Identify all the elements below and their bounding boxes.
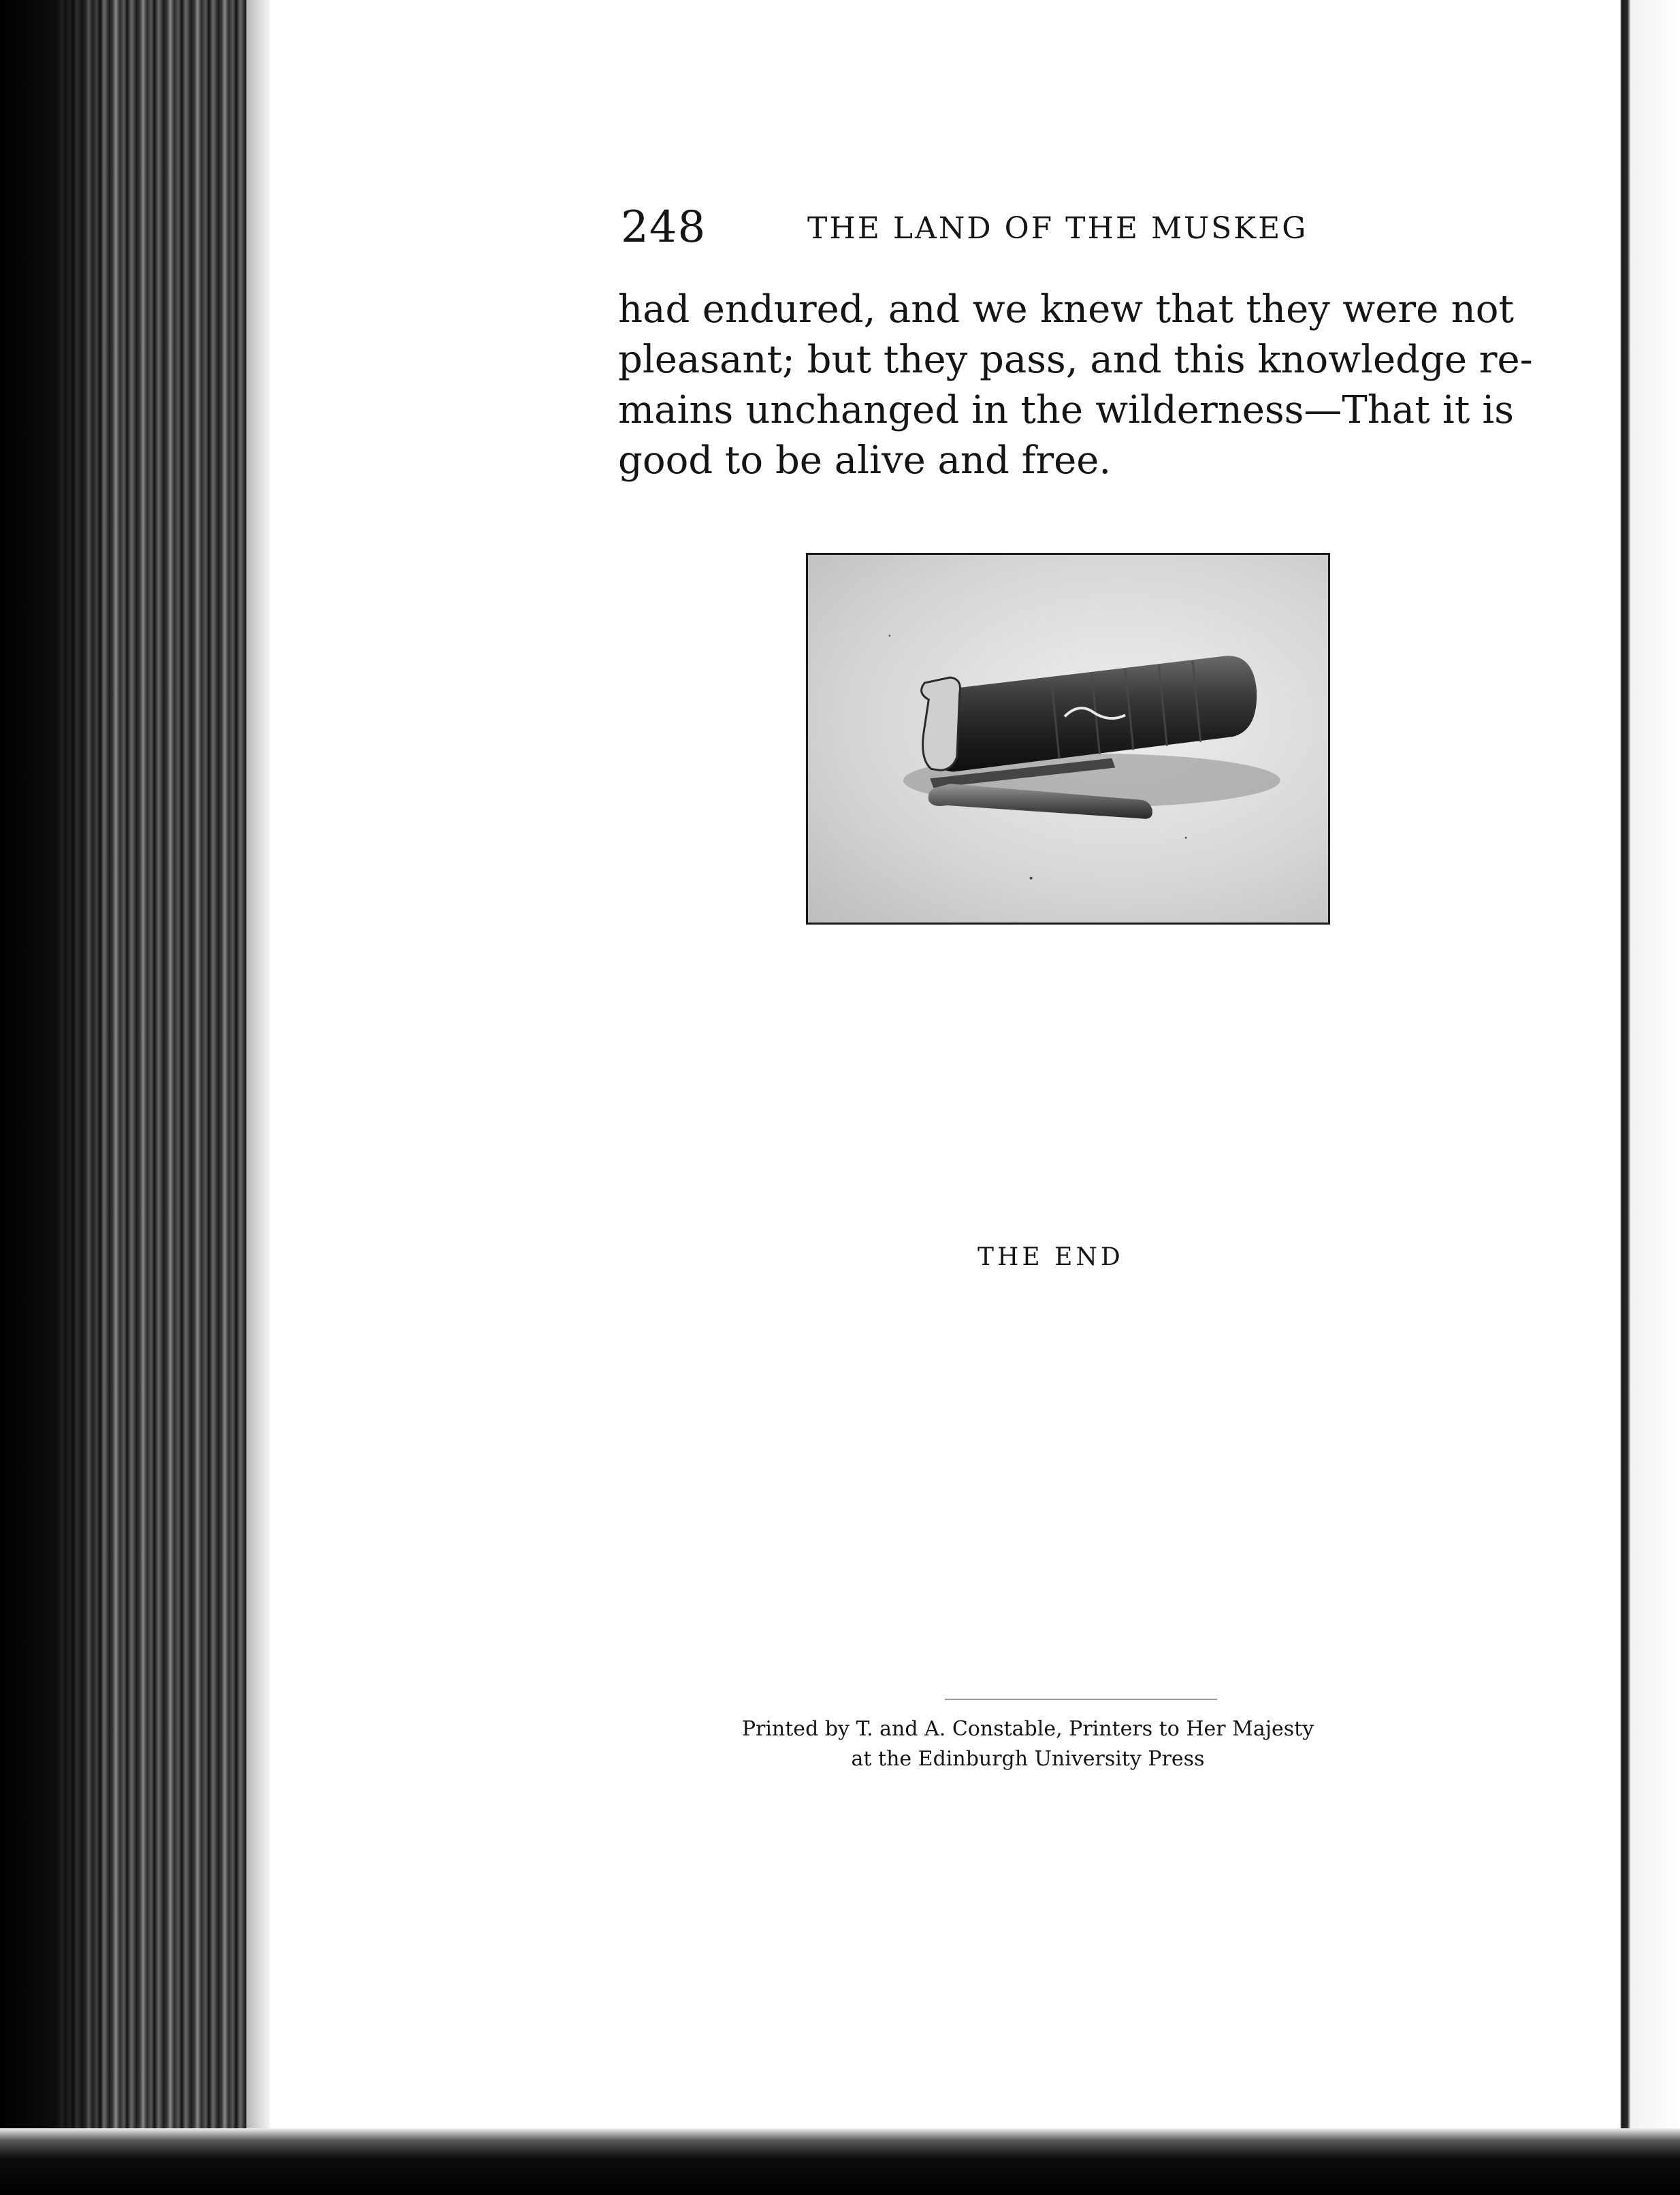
imprint-divider [945, 1699, 1217, 1700]
running-title: THE LAND OF THE MUSKEG [807, 211, 1308, 246]
page-bottom-edge [0, 2128, 1680, 2195]
book-spine-shadow [0, 0, 102, 2195]
imprint-line: at the Edinburgh University Press [851, 1747, 1205, 1771]
page-right-edge [1605, 0, 1680, 2195]
running-head [621, 200, 1331, 255]
printer-imprint [715, 1714, 1341, 1774]
photograph-rolled-canvas-and-knife-icon [808, 555, 1328, 923]
body-paragraph [618, 285, 1533, 486]
body-line: pleasant; but they pass, and this knowledge re- [618, 338, 1533, 382]
page-gutter-shadow [246, 0, 270, 2195]
body-line: mains unchanged in the wilderness—That it is [618, 388, 1514, 432]
imprint-line: Printed by T. and A. Constable, Printers to Her Majesty [741, 1717, 1314, 1741]
illustration-plate [806, 553, 1330, 925]
body-line: had endured, and we knew that they were not [618, 287, 1514, 332]
body-line: good to be alive and free. [618, 438, 1112, 483]
page-number: 248 [621, 202, 707, 253]
the-end-label: THE END [978, 1243, 1124, 1271]
